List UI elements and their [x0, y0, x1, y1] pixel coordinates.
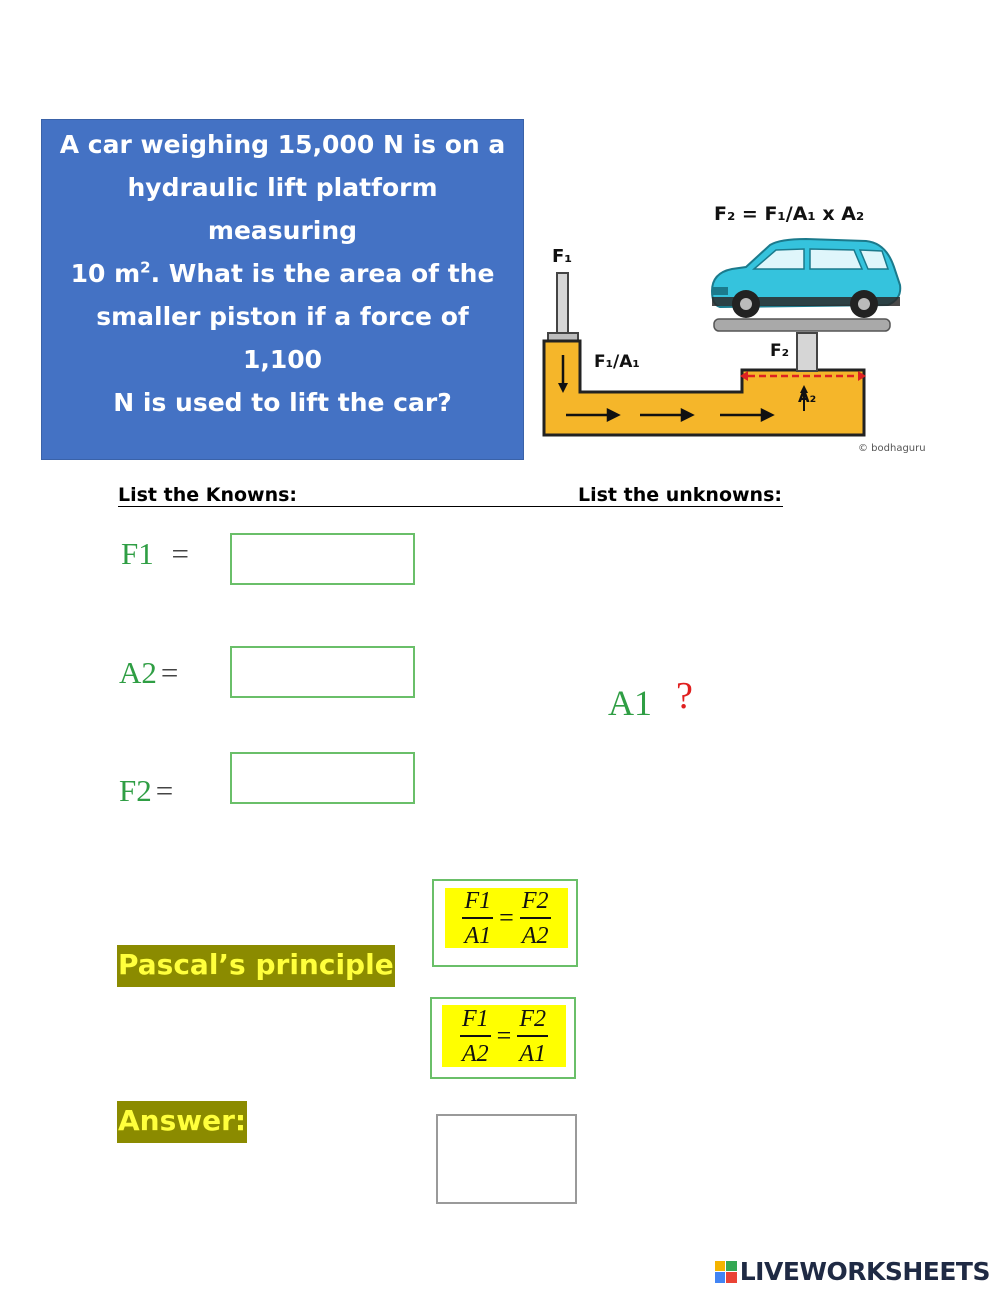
- known-a2-label: A2 =: [119, 655, 179, 690]
- pascal-formula-2[interactable]: $\frac{F1}{A2}$ = $\frac{F2}{A1}$: [430, 997, 576, 1079]
- answer-input[interactable]: [436, 1114, 577, 1204]
- liveworksheets-brand: [715, 1257, 990, 1286]
- diagram-f1-label: F₁: [552, 246, 573, 267]
- diagram-pressure-label: F₁/A₁: [594, 352, 640, 372]
- diagram-formula: F₂ = F₁/A₁ x A₂: [714, 203, 865, 225]
- lift-platform: [714, 319, 890, 331]
- answer-label: Answer:: [117, 1101, 247, 1143]
- f2-input[interactable]: [230, 752, 415, 804]
- header-underline: [118, 506, 783, 507]
- pascal-formula-1[interactable]: $\frac{F1}{A1}$ = $\frac{F2}{A2}$: [432, 879, 578, 967]
- large-piston-column: [797, 333, 817, 371]
- car-illustration: [712, 239, 900, 318]
- liveworksheets-logo-icon: [715, 1261, 737, 1283]
- a2-input[interactable]: [230, 646, 415, 698]
- question-text: A car weighing 15,000 N is on a hydraulic lift platform measuring 10 $m^2$. What is the area of the smaller piston if a force of 1,100 N is used to lift the car?: [59, 130, 506, 417]
- question-box: [41, 119, 524, 460]
- brand-text: LIVEWORKSHEETS: [739, 1257, 990, 1286]
- diagram-a2-label: A₂: [798, 388, 817, 406]
- hydraulic-lift-diagram: [536, 195, 946, 465]
- known-f1-label: F1 =: [121, 536, 189, 571]
- pascal-principle-label: Pascal’s principle: [117, 945, 395, 987]
- unknown-question-mark: ?: [676, 675, 693, 717]
- unknowns-header: List the unknowns:: [578, 484, 782, 506]
- known-f2-label: F2 =: [119, 773, 174, 808]
- unknown-a1-label: A1: [608, 683, 652, 723]
- diagram-f2-label: F₂: [770, 341, 790, 361]
- diagram-credit: © bodhaguru: [858, 443, 926, 454]
- small-piston-rod: [557, 273, 568, 335]
- f1-input[interactable]: [230, 533, 415, 585]
- knowns-header: List the Knowns:: [118, 484, 298, 506]
